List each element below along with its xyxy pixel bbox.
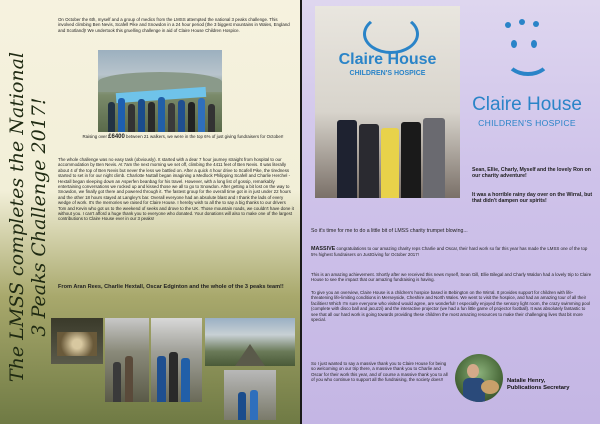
charity-intro: So it's time for me to do a little bit of LMSS charity trumpet blowing... — [311, 228, 468, 234]
signature-block — [507, 378, 597, 392]
photo-natalie-with-dog — [455, 354, 503, 402]
photo-summit-group — [151, 318, 202, 402]
signature-name: Natalie Henry, — [507, 378, 546, 384]
signature-role: Publications Secretary — [507, 385, 570, 391]
claire-house-logo — [462, 22, 592, 142]
raising-amount: £6400 — [108, 134, 125, 140]
massive-word: MASSIVE — [311, 246, 336, 252]
vertical-title: The LMSS completes the National 3 Peaks Challenge 2017! — [6, 51, 50, 383]
raising-line — [68, 134, 298, 140]
hospice-overview-paragraph: To give you an overview, Claire House is a children's hospice based in Bebington on the Wirral. It provides support for children with life-threatening life-limiting conditions in Merseyside, Cheshire and North Wales. We went to visit the hospice, and had an amazing tour of all their facilities! Which I'm sure everyone who visited would agree, are wonderful! I especially enjoyed the sensory light room, the crazy swimming pool (complete with disco ball and jacuzzi) and the interactive projector (we had a fun little game of projector football). It was absolutely fantastic to see that all our hard work is going towards providing these children the most amazing resources to make their challenging lives that bit more special. — [311, 290, 591, 323]
credits-line: From Aran Rees, Charlie Hextall, Oscar Edginton and the whole of the 3 peaks team!! — [58, 284, 284, 290]
sign-smiley-logo — [363, 14, 419, 54]
intro-paragraph: On October the 6th, myself and a group of medics from the LMSS attempted the national 3 peaks challenge. This involved climbing Ben Nevis, Scafell Pike and Snowdon in a 24 hour period (the 3 biggest mountains in Wales, England and Scotland)! We undertook this gruelling challenge in aid of Claire House Children Hospice. — [58, 17, 290, 33]
photo-summit-cairn — [224, 370, 276, 420]
raising-post: between 21 walkers, we were in the top 6% of just giving fundraisers for October! — [124, 134, 284, 139]
raising-pre: Raising over — [82, 134, 109, 139]
photo-night-group — [51, 318, 103, 364]
logo-subtitle: CHILDREN'S HOSPICE — [478, 118, 576, 128]
sign-title: Claire House — [338, 51, 437, 68]
sign-subtitle: CHILDREN'S HOSPICE — [349, 70, 426, 77]
photo-caption-2: It was a horrible rainy day over on the Wirral, but that didn't dampen our spirits! — [472, 192, 593, 205]
photo-hikers-rocky — [105, 318, 149, 402]
story-body: The whole challenge was no easy task (obviously). It started with a dear 7 hour journey straight from hospital to our accommodation by Ben Nevis. At 7am the next morning we set off, climbing the 4411 feet of Ben Nevis. It was literally about 4 of the top of Ben Nevis but never the less we battled on. After a quick 4 hour drive to Scafell Pike, the tiredness started to set in for our night climb. Charlotte Nuttall began imagining a Medlock Philipping Scafell and Charlie Herchel - Hextall began sleeping down an Asperfen beanbag for his travel. However, with a long list of gossip, remarkably entertaining conversations we rocked up and kissed those we all to go to Snowdon. After getting a bit lost on the way to Snowdon, we finally got there and powered through it. The fastest group for the overall time got in in just under 22 hours and the other 18 hours stayed at Langley's bar. Overall everyone had an absolute blast and I thank the lads of every wedge of work. It's the memories we raised for Claire House. I hereby wish to all the to say a big thanks to our drivers Tom and Kevin who got us to the weekend of seeks and drove to the UK. Those mountain roads, we couldn't have done it without you. I can't afford a huge thank you to everyone who donated. Your donations will also to make one of the largest contributions to Claire House ever in our 3 peaks! — [58, 157, 294, 222]
photo-caption-1: Sean, Ellie, Charly, Myself and the lovely Ron on our charity adventure! — [472, 167, 591, 180]
achievement-paragraph: This is an amazing achievement. Shortly after we received this news myself, Sean Gill, Ellie Bilegal and Charly Waldon had a lovely trip to Claire House to see the impact that our amazing fundraising is having. — [311, 272, 592, 283]
photo-hospice-visit — [315, 6, 460, 198]
thank-you-paragraph: So I just wanted to say a massive thank you to Claire House for being so welcoming on our trip there, a massive thank you to Charlie and Oscar for their work this year, and of course a massive thank you to all of you who continue to support all the fundraising, the society does!! — [311, 361, 448, 383]
congrats-text: congratulations to our amazing charity reps Charlie and Oscar, their hard work so far this year has made the LMSS one of the top 5% highest fundraisers on JustGiving for October 2017! — [311, 246, 588, 258]
photo-mountain-view — [205, 318, 295, 366]
congrats-paragraph — [311, 246, 593, 258]
group-photo-mountain — [98, 50, 222, 132]
right-page — [302, 0, 600, 424]
logo-smiley-icon — [497, 22, 555, 78]
logo-title: Claire House — [472, 94, 582, 115]
